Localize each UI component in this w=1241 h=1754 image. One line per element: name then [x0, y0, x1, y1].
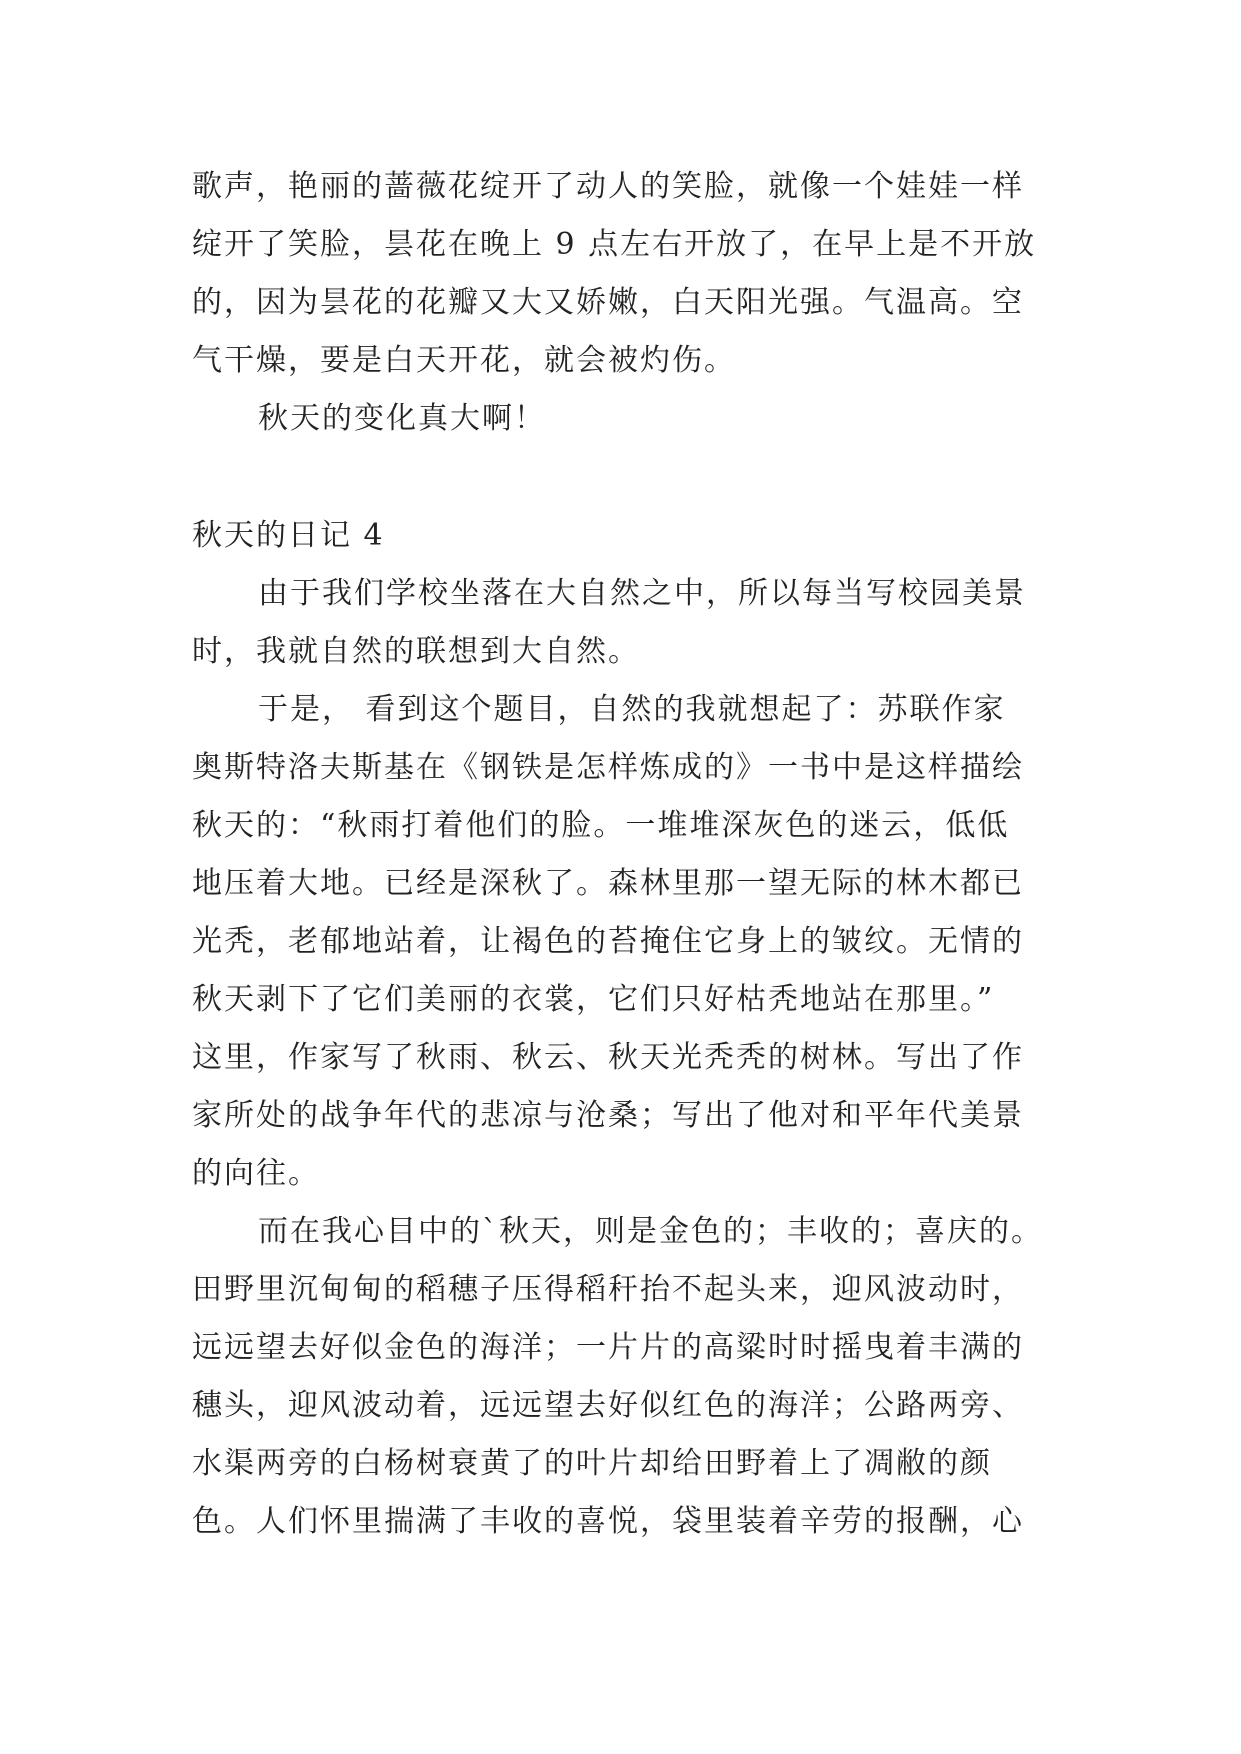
document-page: [192, 158, 1072, 1551]
text-line: 远远望去好似金色的海洋；一片片的高粱时时摇曳着丰满的: [192, 1330, 1024, 1365]
section-title: 秋天的日记 4: [192, 518, 385, 553]
text-line: 水渠两旁的白杨树衰黄了的叶片却给田野着上了凋敝的颜: [192, 1446, 992, 1481]
text-line: 地压着大地。已经是深秋了。森林里那一望无际的林木都已: [192, 866, 1024, 901]
text-line: 绽开了笑脸，昙花在晚上 9 点左右开放了，在早上是不开放: [192, 227, 1037, 262]
text-line: 穗头，迎风波动着，远远望去好似红色的海洋；公路两旁、: [192, 1388, 1024, 1423]
text-line: 的向往。: [192, 1156, 320, 1191]
text-line: 秋天的：“秋雨打着他们的脸。一堆堆深灰色的迷云，低低: [192, 808, 1010, 843]
text-line: 歌声，艳丽的蔷薇花绽开了动人的笑脸，就像一个娃娃一样: [192, 169, 1024, 204]
text-line: 这里，作家写了秋雨、秋云、秋天光秃秃的树林。写出了作: [192, 1040, 1024, 1075]
text-line: 时，我就自然的联想到大自然。: [192, 634, 640, 669]
text-line: 的，因为昙花的花瓣又大又娇嫩，白天阳光强。气温高。空: [192, 285, 1024, 320]
paragraph-1: [192, 158, 1072, 390]
text-line: 由于我们学校坐落在大自然之中，所以每当写校园美景: [258, 576, 1026, 611]
text-line: 于是， 看到这个题目，自然的我就想起了：苏联作家: [258, 692, 1006, 727]
text-line: 秋天剥下了它们美丽的衣裳，它们只好枯秃地站在那里。”: [192, 982, 995, 1017]
section-paragraph-2: [192, 681, 1072, 1203]
section-paragraph-1: [192, 565, 1072, 681]
text-line: 田野里沉甸甸的稻穗子压得稻秆抬不起头来，迎风波动时，: [192, 1272, 1024, 1307]
text-line: 气干燥，要是白天开花，就会被灼伤。: [192, 343, 736, 378]
text-line: 色。人们怀里揣满了丰收的喜悦，袋里装着辛劳的报酬，心: [192, 1504, 1024, 1539]
text-line: 家所处的战争年代的悲凉与沧桑；写出了他对和平年代美景: [192, 1098, 1024, 1133]
text-line: 秋天的变化真大啊！: [258, 401, 546, 436]
text-line: 光秃，老郁地站着，让褐色的苔掩住它身上的皱纹。无情的: [192, 924, 1024, 959]
paragraph-2: [192, 390, 1072, 448]
text-line: 奥斯特洛夫斯基在《钢铁是怎样炼成的》一书中是这样描绘: [192, 750, 1024, 785]
text-line: 而在我心目中的`秋天，则是金色的；丰收的；喜庆的。: [258, 1214, 1043, 1249]
section-paragraph-3: [192, 1203, 1072, 1551]
